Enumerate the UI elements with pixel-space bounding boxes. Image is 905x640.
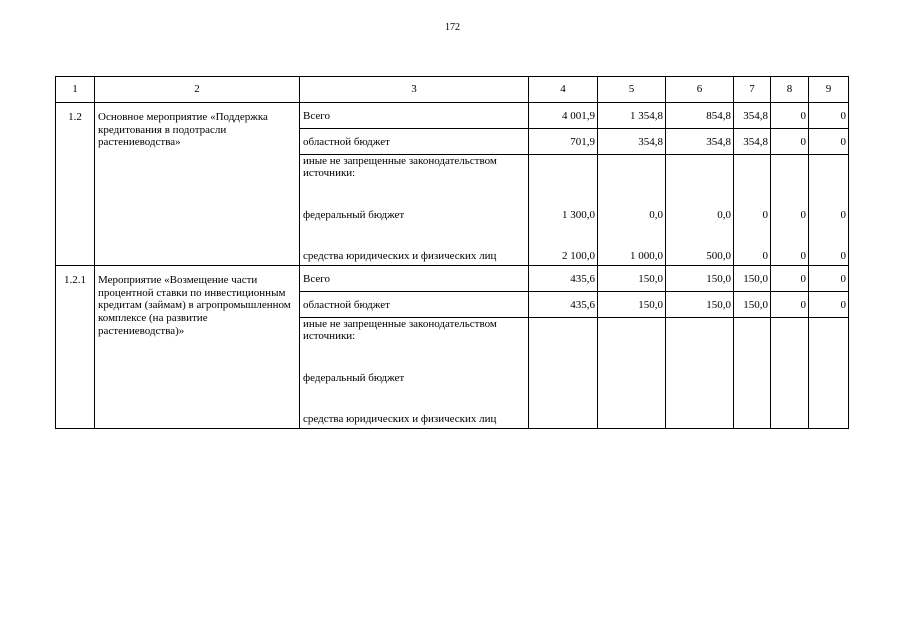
value: 435,6 bbox=[570, 299, 595, 312]
value-cell bbox=[529, 318, 598, 429]
value-cell bbox=[809, 155, 849, 266]
value: 0 bbox=[840, 209, 846, 222]
table-row bbox=[56, 103, 849, 129]
value: 854,8 bbox=[706, 110, 731, 123]
item-name: Мероприятие «Возмещение части процентной ставки по инвестиционным кредитам (займам) в агропромышленном комплексе (на развитие растениеводства)» bbox=[95, 266, 300, 429]
value: 150,0 bbox=[638, 299, 663, 312]
value-cell bbox=[529, 155, 598, 266]
header-cell: 4 bbox=[529, 77, 598, 103]
value: 0 bbox=[762, 209, 768, 222]
value-cell bbox=[734, 292, 771, 318]
value-cell bbox=[809, 129, 849, 155]
header-cell: 6 bbox=[666, 77, 734, 103]
value: 150,0 bbox=[706, 273, 731, 286]
value: 354,8 bbox=[743, 136, 768, 149]
value: 1 354,8 bbox=[630, 110, 663, 123]
value-cell bbox=[734, 103, 771, 129]
header-cell: 7 bbox=[734, 77, 771, 103]
value: 2 100,0 bbox=[562, 250, 595, 263]
item-name: Основное мероприятие «Поддержка кредитования в подотрасли растениеводства» bbox=[95, 103, 300, 266]
value: 0 bbox=[840, 299, 846, 312]
header-cell: 3 bbox=[300, 77, 529, 103]
value: 701,9 bbox=[570, 136, 595, 149]
value: 1 300,0 bbox=[562, 209, 595, 222]
value: 0 bbox=[840, 110, 846, 123]
value: 435,6 bbox=[570, 273, 595, 286]
value: 0,0 bbox=[649, 209, 663, 222]
funding-source: иные не запрещенные законодательством источники: bbox=[303, 317, 497, 343]
header-cell: 9 bbox=[809, 77, 849, 103]
value-cell bbox=[598, 129, 666, 155]
value-cell bbox=[529, 292, 598, 318]
value-cell bbox=[666, 292, 734, 318]
value: 354,8 bbox=[743, 110, 768, 123]
value: 0,0 bbox=[717, 209, 731, 222]
value-cell bbox=[666, 103, 734, 129]
value-cell bbox=[771, 155, 809, 266]
value: 0 bbox=[800, 136, 806, 149]
funding-source-cell bbox=[300, 103, 529, 129]
value-cell bbox=[809, 103, 849, 129]
value-cell bbox=[771, 292, 809, 318]
page-number: 172 bbox=[445, 22, 460, 33]
value: 0 bbox=[840, 250, 846, 263]
header-cell: 1 bbox=[56, 77, 95, 103]
value-cell bbox=[598, 155, 666, 266]
value: 500,0 bbox=[706, 250, 731, 263]
funding-source-cell bbox=[300, 292, 529, 318]
table-body bbox=[56, 77, 849, 429]
value-cell bbox=[529, 103, 598, 129]
value-cell bbox=[598, 103, 666, 129]
value: 4 001,9 bbox=[562, 110, 595, 123]
value: 0 bbox=[800, 209, 806, 222]
value-cell bbox=[809, 318, 849, 429]
value-cell bbox=[598, 266, 666, 292]
value-cell bbox=[734, 318, 771, 429]
value: 0 bbox=[762, 250, 768, 263]
funding-source: Всего bbox=[303, 273, 330, 286]
value-cell bbox=[529, 266, 598, 292]
header-row bbox=[56, 77, 849, 103]
funding-source: федеральный бюджет bbox=[303, 372, 405, 385]
funding-source: областной бюджет bbox=[303, 299, 390, 312]
funding-source-cell bbox=[300, 266, 529, 292]
value-cell bbox=[666, 155, 734, 266]
funding-source: средства юридических и физических лиц bbox=[303, 413, 497, 426]
value-cell bbox=[734, 129, 771, 155]
value-cell bbox=[598, 318, 666, 429]
value: 0 bbox=[800, 299, 806, 312]
value-cell bbox=[598, 292, 666, 318]
value-cell bbox=[809, 266, 849, 292]
item-number: 1.2.1 bbox=[56, 266, 95, 429]
funding-source-cell bbox=[300, 129, 529, 155]
value: 150,0 bbox=[743, 273, 768, 286]
funding-source: иные не запрещенные законодательством источники: bbox=[303, 154, 497, 180]
value: 1 000,0 bbox=[630, 250, 663, 263]
value-cell bbox=[529, 129, 598, 155]
value-cell bbox=[771, 318, 809, 429]
header-cell: 5 bbox=[598, 77, 666, 103]
funding-source: федеральный бюджет bbox=[303, 209, 405, 222]
value-cell bbox=[666, 129, 734, 155]
value: 0 bbox=[800, 250, 806, 263]
value: 0 bbox=[840, 136, 846, 149]
value-cell bbox=[771, 266, 809, 292]
funding-source: Всего bbox=[303, 110, 330, 123]
value-cell bbox=[666, 318, 734, 429]
value: 354,8 bbox=[638, 136, 663, 149]
funding-source: средства юридических и физических лиц bbox=[303, 250, 497, 263]
value-cell bbox=[809, 292, 849, 318]
value-cell bbox=[734, 266, 771, 292]
funding-source-cell bbox=[300, 318, 529, 429]
header-cell: 2 bbox=[95, 77, 300, 103]
value: 354,8 bbox=[706, 136, 731, 149]
value-cell bbox=[771, 129, 809, 155]
value: 0 bbox=[840, 273, 846, 286]
item-number: 1.2 bbox=[56, 103, 95, 266]
value: 150,0 bbox=[706, 299, 731, 312]
table-row bbox=[56, 266, 849, 292]
value: 150,0 bbox=[743, 299, 768, 312]
value: 0 bbox=[800, 273, 806, 286]
value-cell bbox=[734, 155, 771, 266]
header-cell: 8 bbox=[771, 77, 809, 103]
funding-source: областной бюджет bbox=[303, 136, 390, 149]
budget-table bbox=[55, 76, 849, 429]
value: 150,0 bbox=[638, 273, 663, 286]
value: 0 bbox=[800, 110, 806, 123]
funding-source-cell bbox=[300, 155, 529, 266]
value-cell bbox=[666, 266, 734, 292]
value-cell bbox=[771, 103, 809, 129]
